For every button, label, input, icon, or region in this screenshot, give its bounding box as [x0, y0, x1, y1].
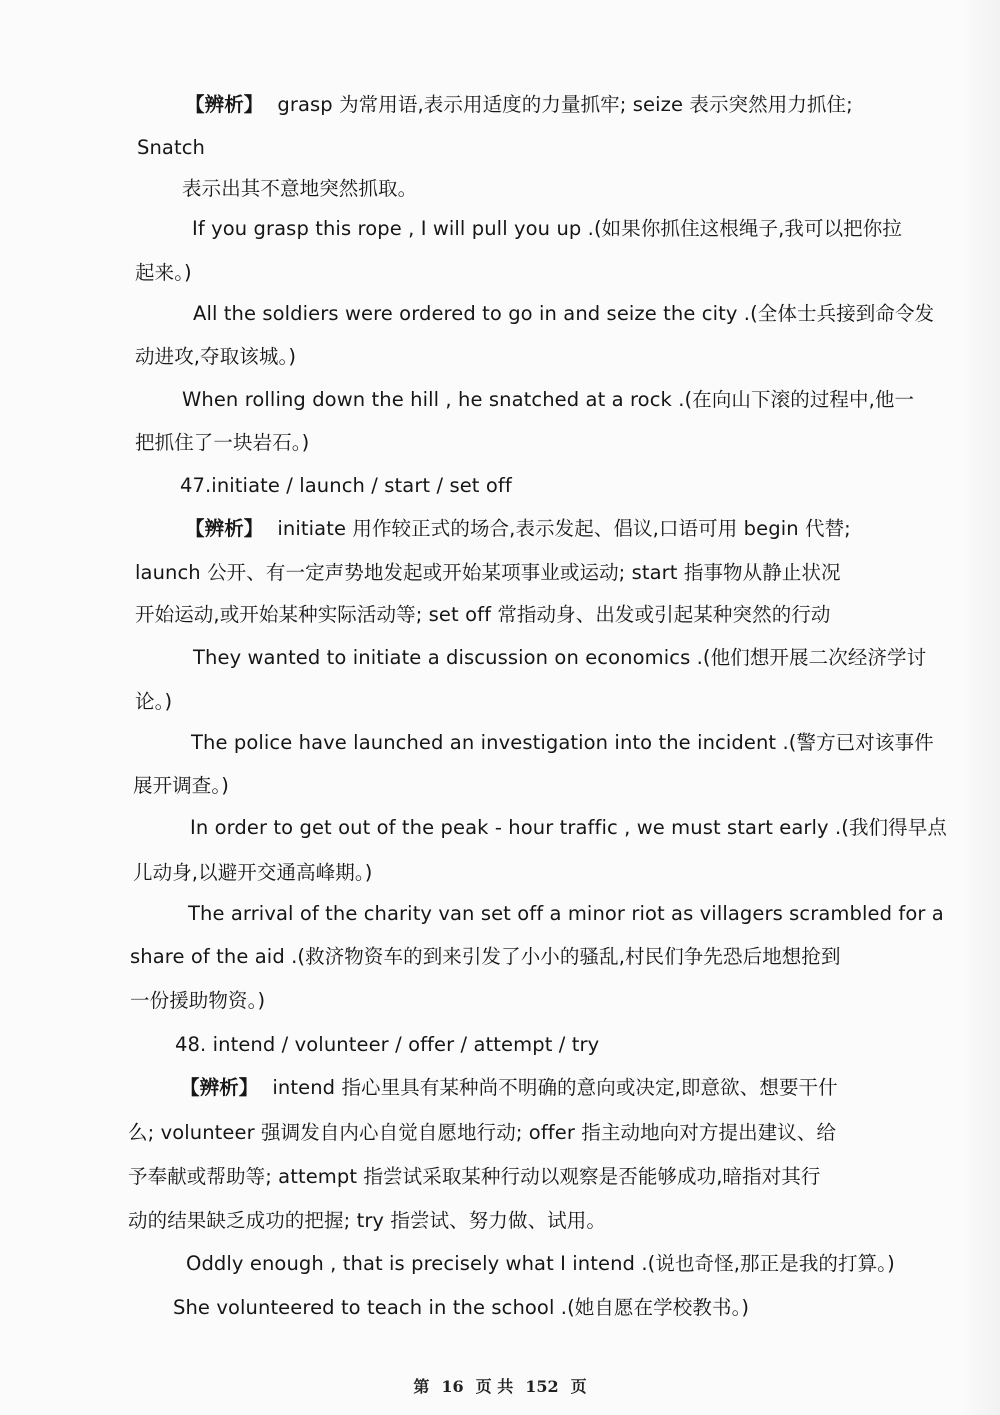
example-sentence: Oddly enough , that is precisely what I intend .(说也奇怪,那正是我的打算。) [186, 1252, 895, 1275]
analysis-line: launch 公开、有一定声势地发起或开始某项事业或运动; start 指事物从静止状况 [135, 561, 841, 584]
analysis-tag: 【辨析】 [185, 517, 264, 540]
analysis-text: intend 指心里具有某种尚不明确的意向或决定,即意欲、想要干什 [272, 1076, 838, 1099]
example-sentence: The arrival of the charity van set off a minor riot as villagers scrambled for a [188, 902, 944, 925]
analysis-line: 开始运动,或开始某种实际活动等; set off 常指动身、出发或引起某种突然的行动 [135, 603, 831, 626]
footer-prefix: 第 [413, 1377, 430, 1396]
example-sentence: When rolling down the hill , he snatched at a rock .(在向山下滚的过程中,他一 [182, 388, 915, 411]
example-sentence-cont: 展开调查。) [133, 774, 229, 797]
example-sentence-cont: share of the aid .(救济物资车的到来引发了小小的骚乱,村民们争先恐后地想抢到 [130, 945, 841, 968]
example-sentence: She volunteered to teach in the school .(她自愿在学校教书。) [173, 1296, 750, 1319]
analysis-line: Snatch [137, 136, 206, 159]
footer-page-number: 16 [441, 1377, 464, 1396]
example-sentence-cont: 把抓住了一块岩石。) [135, 431, 310, 454]
example-sentence: The police have launched an investigation into the incident .(警方已对该事件 [191, 731, 934, 754]
analysis-text: grasp 为常用语,表示用适度的力量抓牢; seize 表示突然用力抓住; [277, 93, 853, 116]
analysis-line: 么; volunteer 强调发自内心自觉自愿地行动; offer 指主动地向对方提出建议、给 [128, 1121, 837, 1144]
footer-suffix: 页 [570, 1377, 587, 1396]
example-sentence-cont: 一份援助物资。) [130, 989, 266, 1012]
analysis-line [180, 1075, 838, 1101]
example-sentence-cont: 论。) [135, 690, 173, 713]
analysis-tag: 【辨析】 [180, 1076, 259, 1099]
section-heading: 47.initiate / launch / start / set off [180, 474, 512, 497]
example-sentence-cont: 起来。) [135, 261, 192, 284]
analysis-line: 动的结果缺乏成功的把握; try 指尝试、努力做、试用。 [128, 1209, 606, 1232]
analysis-line: 表示出其不意地突然抓取。 [182, 177, 418, 200]
example-sentence: In order to get out of the peak - hour traffic , we must start early .(我们得早点 [190, 816, 947, 839]
analysis-tag: 【辨析】 [185, 93, 264, 116]
example-sentence-cont: 动进攻,夺取该城。) [135, 345, 297, 368]
example-sentence: If you grasp this rope , I will pull you up .(如果你抓住这根绳子,我可以把你拉 [192, 217, 902, 240]
page-footer [0, 1376, 1000, 1398]
analysis-line: 予奉献或帮助等; attempt 指尝试采取某种行动以观察是否能够成功,暗指对其行 [128, 1165, 821, 1188]
scan-edge-shadow [960, 0, 1000, 1415]
analysis-line [185, 516, 851, 542]
footer-middle: 页 共 [475, 1377, 514, 1396]
example-sentence: They wanted to initiate a discussion on economics .(他们想开展二次经济学讨 [193, 646, 927, 669]
example-sentence: All the soldiers were ordered to go in and seize the city .(全体士兵接到命令发 [193, 302, 935, 325]
footer-total-pages: 152 [525, 1377, 559, 1396]
analysis-text: initiate 用作较正式的场合,表示发起、倡议,口语可用 begin 代替; [277, 517, 851, 540]
section-heading: 48. intend / volunteer / offer / attempt / try [175, 1033, 600, 1056]
analysis-line [185, 92, 853, 118]
example-sentence-cont: 儿动身,以避开交通高峰期。) [133, 861, 373, 884]
